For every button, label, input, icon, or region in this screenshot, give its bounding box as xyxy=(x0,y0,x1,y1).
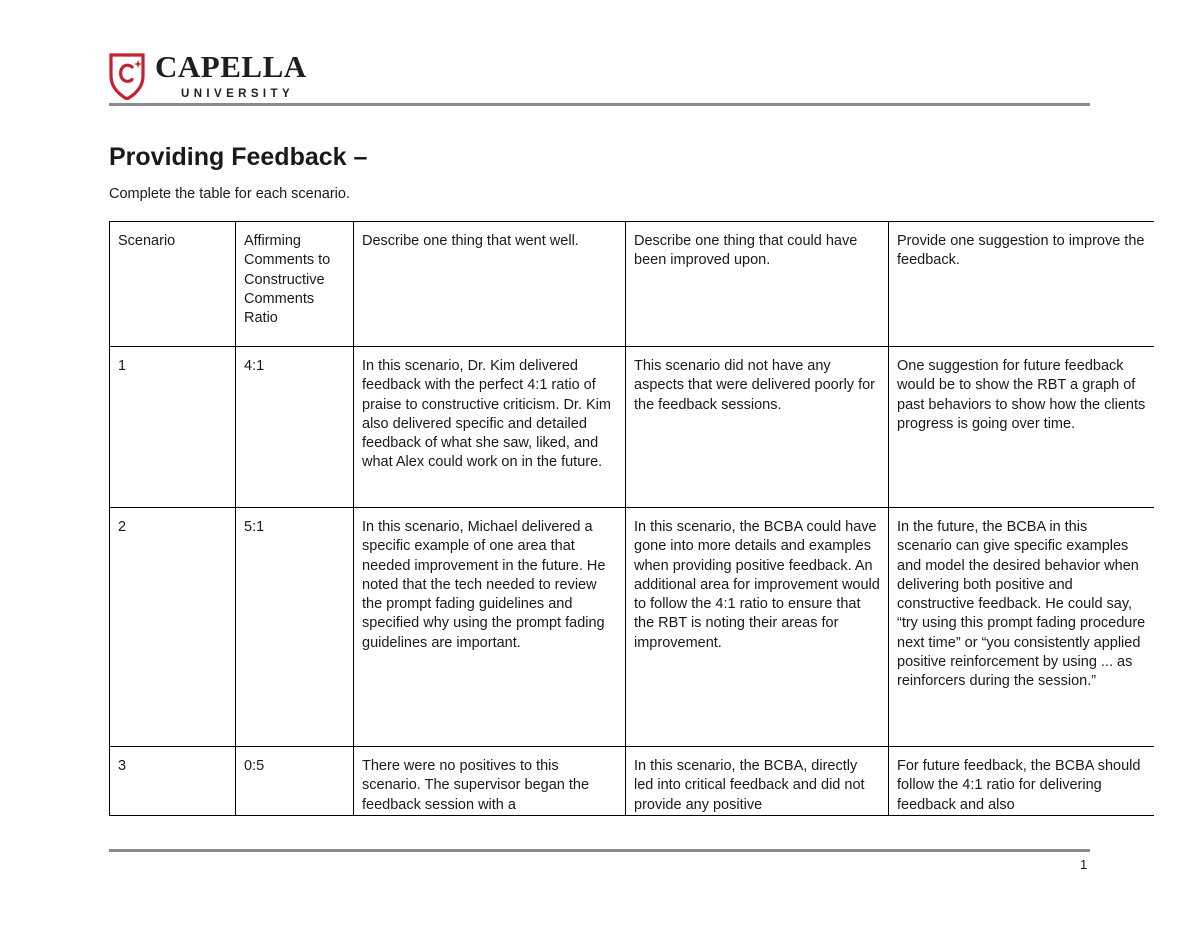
table-header-row xyxy=(110,222,1155,347)
header-cell: Describe one thing that could have been improved upon. xyxy=(626,222,889,347)
table-cell: In this scenario, Michael delivered a specific example of one area that needed improvement in the future. He noted that the tech needed to review the prompt fading guidelines and specified why using the prompt fading guidelines are important. xyxy=(354,508,626,747)
table-cell: There were no positives to this scenario. The supervisor began the feedback session with a xyxy=(354,747,626,817)
header-cell: Affirming Comments to Constructive Comments Ratio xyxy=(236,222,354,347)
capella-logo xyxy=(108,49,307,102)
footer-divider xyxy=(109,849,1090,852)
table-cell: For future feedback, the BCBA should follow the 4:1 ratio for delivering feedback and also xyxy=(889,747,1155,817)
table-row xyxy=(110,347,1155,508)
feedback-table xyxy=(109,221,1154,816)
table-cell: In this scenario, the BCBA, directly led into critical feedback and did not provide any positive xyxy=(626,747,889,817)
page-instructions: Complete the table for each scenario. xyxy=(109,186,350,202)
table-cell: One suggestion for future feedback would be to show the RBT a graph of past behaviors to show how the clients progress is going over time. xyxy=(889,347,1155,508)
header-cell: Describe one thing that went well. xyxy=(354,222,626,347)
table-cell: 3 xyxy=(110,747,236,817)
logo-subname: UNIVERSITY xyxy=(181,88,295,100)
page-number: 1 xyxy=(1080,857,1088,872)
logo-text xyxy=(155,49,307,100)
table-cell: 0:5 xyxy=(236,747,354,817)
header-divider xyxy=(109,103,1090,106)
logo-name: CAPELLA xyxy=(155,49,307,84)
table-cell: In this scenario, Dr. Kim delivered feedback with the perfect 4:1 ratio of praise to constructive criticism. Dr. Kim also delivered specific and detailed feedback of what she saw, liked, and what Alex could work on in the future. xyxy=(354,347,626,508)
table-cell: 2 xyxy=(110,508,236,747)
table-cell: 5:1 xyxy=(236,508,354,747)
table-cell: This scenario did not have any aspects that were delivered poorly for the feedback sessions. xyxy=(626,347,889,508)
table-cell: 4:1 xyxy=(236,347,354,508)
page-title: Providing Feedback – xyxy=(109,143,368,171)
feedback-table-container xyxy=(109,221,1154,816)
table-cell: 1 xyxy=(110,347,236,508)
table-row xyxy=(110,508,1155,747)
header-cell: Provide one suggestion to improve the feedback. xyxy=(889,222,1155,347)
capella-shield-icon xyxy=(108,52,146,100)
table-row xyxy=(110,747,1155,817)
header-cell: Scenario xyxy=(110,222,236,347)
table-cell: In the future, the BCBA in this scenario can give specific examples and model the desired behavior when delivering both positive and constructive feedback. He could say, “try using this prompt fading procedure next time” or “you consistently applied positive reinforcement by using ... as reinforcers during the session.” xyxy=(889,508,1155,747)
table-cell: In this scenario, the BCBA could have gone into more details and examples when providing positive feedback. An additional area for improvement would to follow the 4:1 ratio to ensure that the RBT is noting their areas for improvement. xyxy=(626,508,889,747)
